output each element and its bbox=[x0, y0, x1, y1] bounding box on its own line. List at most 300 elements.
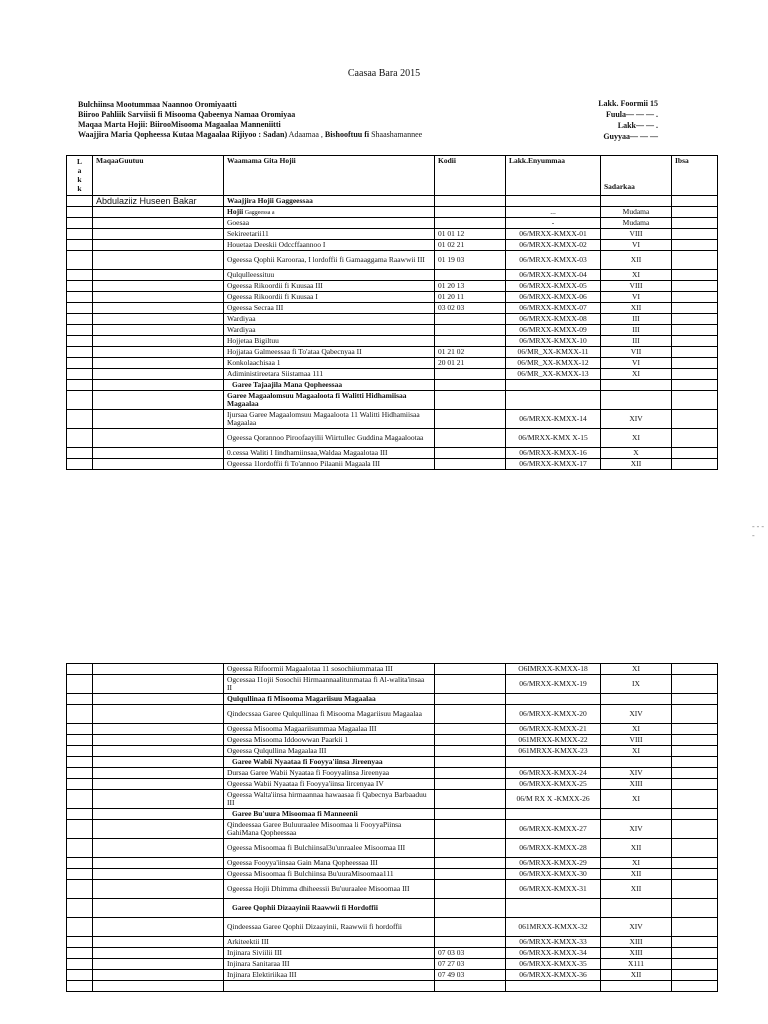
job-title-text: Houetaa Deeskii Odccffaannoo I bbox=[227, 240, 326, 249]
id-number-cell bbox=[506, 251, 601, 270]
reference-number-field: Lakk— — . bbox=[617, 121, 658, 130]
id-number-text: 06/MRXX-KMXX-02 bbox=[519, 240, 587, 249]
remark-cell bbox=[672, 270, 718, 281]
grade-text: XIV bbox=[629, 922, 643, 931]
id-number-text: 06/MRXX-KMXX-24 bbox=[519, 768, 587, 777]
row-number-cell bbox=[67, 705, 93, 724]
row-number-cell bbox=[67, 959, 93, 970]
id-number-cell bbox=[506, 839, 601, 858]
job-title-text: Ogeessa Misooma Magaariisummaa Magaalaa III bbox=[227, 724, 377, 733]
job-title-cell bbox=[224, 948, 435, 959]
id-number-cell bbox=[506, 664, 601, 675]
id-number-cell bbox=[506, 757, 601, 768]
job-title-cell bbox=[224, 970, 435, 981]
code-cell bbox=[435, 358, 506, 369]
id-number-text: 06/MR_XX-KMXX-11 bbox=[517, 347, 589, 356]
id-number-text: 061MRXX-KMXX-23 bbox=[518, 746, 588, 755]
job-title-cell bbox=[224, 694, 435, 705]
row-number-cell bbox=[67, 218, 93, 229]
grade-text: XIII bbox=[629, 948, 643, 957]
job-title-cell bbox=[224, 429, 435, 448]
id-number-cell bbox=[506, 336, 601, 347]
code-cell bbox=[435, 757, 506, 768]
table-row bbox=[67, 880, 718, 899]
code-cell bbox=[435, 768, 506, 779]
page-edge-mark: - - - - bbox=[752, 522, 764, 540]
table-row bbox=[67, 281, 718, 292]
row-number-cell bbox=[67, 664, 93, 675]
code-cell bbox=[435, 724, 506, 735]
job-title-cell bbox=[224, 314, 435, 325]
code-cell bbox=[435, 229, 506, 240]
job-title-text: Wardiyaa bbox=[227, 314, 256, 323]
grade-text: VII bbox=[630, 347, 642, 356]
table-row bbox=[67, 809, 718, 820]
id-number-cell bbox=[506, 303, 601, 314]
grade-text: IX bbox=[632, 679, 640, 688]
job-title-cell bbox=[224, 448, 435, 459]
table-row bbox=[67, 459, 718, 470]
full-name-cell bbox=[93, 899, 224, 918]
job-title-text: Ogeessa 1lordoffii fi To'annoo Pilaanii Magaala III bbox=[227, 459, 381, 468]
page-number-field: Fuula— — — . bbox=[605, 110, 658, 119]
job-title-cell bbox=[224, 675, 435, 694]
grade-cell bbox=[601, 959, 672, 970]
code-cell bbox=[435, 746, 506, 757]
grade-text: III bbox=[632, 314, 640, 323]
grade-text: Mudama bbox=[622, 207, 650, 216]
grade-cell bbox=[601, 369, 672, 380]
grade-cell bbox=[601, 292, 672, 303]
code-cell bbox=[435, 839, 506, 858]
id-number-text: 06/MRXX-KMXX-29 bbox=[519, 858, 587, 867]
grade-text: XII bbox=[630, 843, 642, 852]
job-title-text: Ogeessa Qophii Karooraa, I lordoffii fi Gamaaggama Raawwii III bbox=[227, 255, 425, 264]
remark-cell bbox=[672, 229, 718, 240]
row-number-cell bbox=[67, 809, 93, 820]
grade-text: VIII bbox=[629, 229, 643, 238]
id-number-text: 06/MRXX-KMXX-04 bbox=[519, 270, 587, 279]
grade-text: III bbox=[632, 325, 640, 334]
remark-cell bbox=[672, 899, 718, 918]
row-number-cell bbox=[67, 314, 93, 325]
row-number-cell bbox=[67, 391, 93, 410]
remark-cell bbox=[672, 839, 718, 858]
code-cell bbox=[435, 251, 506, 270]
remark-cell bbox=[672, 410, 718, 429]
row-number-cell bbox=[67, 303, 93, 314]
row-number-cell bbox=[67, 207, 93, 218]
full-name-cell bbox=[93, 664, 224, 675]
remark-cell bbox=[672, 959, 718, 970]
code-cell bbox=[435, 429, 506, 448]
row-number-cell bbox=[67, 292, 93, 303]
code-cell bbox=[435, 664, 506, 675]
row-number-cell bbox=[67, 820, 93, 839]
code-cell bbox=[435, 869, 506, 880]
grade-cell bbox=[601, 779, 672, 790]
job-title-cell bbox=[224, 705, 435, 724]
job-title-text: Injinara Sanitaraa III bbox=[227, 959, 290, 968]
full-name-cell bbox=[93, 869, 224, 880]
code-text: 01 21 02 bbox=[438, 347, 465, 356]
column-header-lakk: L a k k bbox=[67, 156, 93, 196]
job-title-text: Injinara Elektiriikaa III bbox=[227, 970, 297, 979]
code-text: 07 03 03 bbox=[438, 948, 465, 957]
table-row bbox=[67, 347, 718, 358]
remark-cell bbox=[672, 880, 718, 899]
grade-cell bbox=[601, 899, 672, 918]
date-field: Guyyaa— — — bbox=[603, 132, 658, 141]
full-name-cell bbox=[93, 809, 224, 820]
job-title-cell bbox=[224, 937, 435, 948]
table-row bbox=[67, 410, 718, 429]
header-line: Waajjira Maria Qopheessa Kutaa Magaalaa Rijiyoo : Sadan) Adaamaa , Bishooftuu fi Shaashamannee bbox=[78, 130, 423, 139]
grade-text: VI bbox=[632, 292, 640, 301]
grade-text: XII bbox=[630, 869, 642, 878]
full-name-cell bbox=[93, 358, 224, 369]
id-number-text: 06/MRXX-KMXX-34 bbox=[519, 948, 587, 957]
remark-cell bbox=[672, 858, 718, 869]
table-row bbox=[67, 358, 718, 369]
job-title-cell bbox=[224, 336, 435, 347]
full-name-cell bbox=[93, 251, 224, 270]
id-number-cell bbox=[506, 705, 601, 724]
id-number-cell bbox=[506, 380, 601, 391]
code-cell bbox=[435, 292, 506, 303]
code-cell bbox=[435, 270, 506, 281]
id-number-cell bbox=[506, 218, 601, 229]
full-name-cell bbox=[93, 918, 224, 937]
full-name-cell bbox=[93, 839, 224, 858]
grade-cell bbox=[601, 790, 672, 809]
code-cell bbox=[435, 735, 506, 746]
id-number-cell bbox=[506, 281, 601, 292]
remark-cell bbox=[672, 694, 718, 705]
job-title-text: Goesaa bbox=[227, 218, 250, 227]
job-title-cell bbox=[224, 779, 435, 790]
full-name-cell bbox=[93, 347, 224, 358]
grade-cell bbox=[601, 281, 672, 292]
remark-cell bbox=[672, 664, 718, 675]
page-title: Caasaa Bara 2015 bbox=[347, 68, 421, 79]
form-reference-header bbox=[598, 98, 658, 142]
remark-cell bbox=[672, 391, 718, 410]
grade-cell bbox=[601, 229, 672, 240]
remark-cell bbox=[672, 779, 718, 790]
id-number-text: 061MRXX-KMXX-22 bbox=[518, 735, 588, 744]
job-title-text: Ogeessa Rikoordii fi Kuusaa I bbox=[227, 292, 318, 301]
id-number-text: 06/MRXX-KMXX-21 bbox=[519, 724, 587, 733]
table-row bbox=[67, 981, 718, 992]
remark-cell bbox=[672, 218, 718, 229]
full-name-cell bbox=[93, 380, 224, 391]
id-number-cell bbox=[506, 369, 601, 380]
full-name-cell bbox=[93, 207, 224, 218]
code-cell bbox=[435, 303, 506, 314]
id-number-text: ... bbox=[550, 207, 556, 216]
grade-text: XIII bbox=[629, 779, 643, 788]
row-number-cell bbox=[67, 948, 93, 959]
grade-cell bbox=[601, 858, 672, 869]
job-title-cell bbox=[224, 735, 435, 746]
grade-text: XI bbox=[632, 270, 640, 279]
job-title-text: Ijursaa Garee Magaalomsuu Magaaloota 11 Walitti Hidhamiisaa Magaalaa bbox=[227, 410, 420, 427]
grade-text: X111 bbox=[627, 959, 645, 968]
full-name-cell bbox=[93, 757, 224, 768]
job-title-text: Ogeessa Hojii Dhimma dhiheessii Bu'uuraalee Misoomaa III bbox=[227, 884, 410, 893]
grade-cell bbox=[601, 410, 672, 429]
job-title-cell bbox=[224, 292, 435, 303]
remark-cell bbox=[672, 705, 718, 724]
job-title-text: Ogeessa Qorannoo Piroofaayilii Wiirtullec Guddina Magaalootaa bbox=[227, 433, 424, 442]
full-name-cell bbox=[93, 746, 224, 757]
table-row bbox=[67, 664, 718, 675]
full-name-cell bbox=[93, 303, 224, 314]
id-number-text: 06/MRXX-KMXX-19 bbox=[519, 679, 587, 688]
job-title-text: Garee Qophii Dizaayinii Raawwii fi Hordoffii bbox=[232, 903, 378, 912]
full-name-cell bbox=[93, 820, 224, 839]
row-number-cell bbox=[67, 694, 93, 705]
row-number-cell bbox=[67, 858, 93, 869]
code-cell bbox=[435, 820, 506, 839]
job-title-cell bbox=[224, 918, 435, 937]
id-number-cell bbox=[506, 981, 601, 992]
grade-cell bbox=[601, 459, 672, 470]
table-row bbox=[67, 207, 718, 218]
grade-cell bbox=[601, 820, 672, 839]
code-cell bbox=[435, 981, 506, 992]
remark-cell bbox=[672, 724, 718, 735]
id-number-cell bbox=[506, 880, 601, 899]
grade-text: VI bbox=[632, 358, 640, 367]
code-cell bbox=[435, 459, 506, 470]
table-row bbox=[67, 196, 718, 207]
header-line: Biiroo Pahliik Sarviisii fi Misooma Qabeenya Namaa Oromiyaa bbox=[78, 110, 296, 119]
id-number-cell bbox=[506, 410, 601, 429]
column-header-remark: Ibsa bbox=[672, 156, 718, 196]
id-number-cell bbox=[506, 746, 601, 757]
grade-cell bbox=[601, 735, 672, 746]
table-row bbox=[67, 858, 718, 869]
column-header-full-name: MaqaaGuutuu bbox=[93, 156, 224, 196]
job-title-text: Hojii bbox=[227, 206, 244, 216]
grade-cell bbox=[601, 391, 672, 410]
code-cell bbox=[435, 336, 506, 347]
row-number-cell bbox=[67, 347, 93, 358]
code-cell bbox=[435, 790, 506, 809]
row-number-cell bbox=[67, 380, 93, 391]
job-title-cell bbox=[224, 347, 435, 358]
job-title-text: Hojjataa Galmeessaa fi To'ataa Qabecnyaa II bbox=[227, 347, 362, 356]
id-number-text: O6IMRXX-KMXX-18 bbox=[518, 664, 588, 673]
id-number-text: 06/MRXX-KMXX-20 bbox=[519, 709, 587, 718]
code-cell bbox=[435, 858, 506, 869]
id-number-text: 06/MRXX-KMXX-28 bbox=[519, 843, 587, 852]
id-number-cell bbox=[506, 196, 601, 207]
full-name-cell bbox=[93, 336, 224, 347]
remark-cell bbox=[672, 820, 718, 839]
full-name-cell bbox=[93, 858, 224, 869]
table-row bbox=[67, 705, 718, 724]
id-number-text: 06/MRXX-KMXX-03 bbox=[519, 255, 587, 264]
grade-text: XI bbox=[632, 858, 640, 867]
remark-cell bbox=[672, 746, 718, 757]
job-title-cell bbox=[224, 459, 435, 470]
table-row bbox=[67, 448, 718, 459]
grade-cell bbox=[601, 325, 672, 336]
code-cell bbox=[435, 207, 506, 218]
full-name-cell bbox=[93, 705, 224, 724]
code-cell bbox=[435, 937, 506, 948]
remark-cell bbox=[672, 937, 718, 948]
code-text: 07 49 03 bbox=[438, 970, 465, 979]
grade-cell bbox=[601, 869, 672, 880]
id-number-text: 06/MRXX-KMXX-31 bbox=[519, 884, 587, 893]
remark-cell bbox=[672, 240, 718, 251]
grade-cell bbox=[601, 839, 672, 858]
full-name-cell bbox=[93, 314, 224, 325]
id-number-cell bbox=[506, 358, 601, 369]
grade-text: XI bbox=[632, 433, 640, 442]
id-number-cell bbox=[506, 820, 601, 839]
id-number-text: 06/MRXX-KMXX-27 bbox=[519, 824, 587, 833]
job-title-cell bbox=[224, 820, 435, 839]
grade-text: Mudama bbox=[622, 218, 650, 227]
grade-text: XIV bbox=[629, 414, 643, 423]
full-name-cell bbox=[93, 880, 224, 899]
grade-cell bbox=[601, 937, 672, 948]
row-number-cell bbox=[67, 675, 93, 694]
table-row bbox=[67, 779, 718, 790]
remark-cell bbox=[672, 790, 718, 809]
code-cell bbox=[435, 240, 506, 251]
grade-text: XI bbox=[632, 369, 640, 378]
code-cell bbox=[435, 970, 506, 981]
full-name-cell bbox=[93, 448, 224, 459]
grade-text: XII bbox=[630, 255, 642, 264]
id-number-cell bbox=[506, 948, 601, 959]
grade-cell bbox=[601, 358, 672, 369]
full-name-cell bbox=[93, 240, 224, 251]
grade-cell bbox=[601, 880, 672, 899]
id-number-cell bbox=[506, 229, 601, 240]
full-name-cell bbox=[93, 675, 224, 694]
job-title-text: Ogeessa Qulqullina Magaalaa III bbox=[227, 746, 327, 755]
grade-text: III bbox=[632, 336, 640, 345]
code-cell bbox=[435, 694, 506, 705]
job-title-cell bbox=[224, 303, 435, 314]
code-cell bbox=[435, 391, 506, 410]
id-number-text: 06/MR_XX-KMXX-12 bbox=[517, 358, 589, 367]
grade-text: XIV bbox=[629, 709, 643, 718]
row-number-cell bbox=[67, 369, 93, 380]
grade-cell bbox=[601, 218, 672, 229]
table-row bbox=[67, 959, 718, 970]
job-title-text: Qulqulleessituu bbox=[227, 270, 275, 279]
header-line: Maqaa Marta Hojii: BiirooMisooma Magaalaa Manneniitti bbox=[78, 120, 281, 129]
row-number-cell bbox=[67, 869, 93, 880]
job-title-cell bbox=[224, 880, 435, 899]
grade-cell bbox=[601, 757, 672, 768]
code-text: 01 19 03 bbox=[438, 255, 465, 264]
table-row bbox=[67, 380, 718, 391]
job-title-text: Garee Tajaajila Mana Qopheessaa bbox=[232, 380, 343, 389]
row-number-cell bbox=[67, 746, 93, 757]
table-row bbox=[67, 325, 718, 336]
remark-cell bbox=[672, 735, 718, 746]
full-name-cell bbox=[93, 410, 224, 429]
row-number-cell bbox=[67, 336, 93, 347]
job-title-text: Ogcessaa I1ojii Sosochii Hirmaannaalitunmataa fi Al-walita'insaa II bbox=[227, 675, 425, 692]
row-number-cell bbox=[67, 429, 93, 448]
row-number-cell bbox=[67, 779, 93, 790]
id-number-cell bbox=[506, 240, 601, 251]
id-number-cell bbox=[506, 869, 601, 880]
job-title-cell bbox=[224, 229, 435, 240]
row-number-cell bbox=[67, 251, 93, 270]
table-row bbox=[67, 270, 718, 281]
job-title-text: Ogeessa Rifoormii Magaalotaa 11 sosochiiummataa III bbox=[227, 664, 393, 673]
job-title-text: Arkiteektii III bbox=[227, 937, 269, 946]
code-cell bbox=[435, 448, 506, 459]
table-row bbox=[67, 899, 718, 918]
table-row bbox=[67, 369, 718, 380]
remark-cell bbox=[672, 429, 718, 448]
code-cell bbox=[435, 675, 506, 694]
table-row bbox=[67, 314, 718, 325]
id-number-text: 06/MRXX-KMXX-06 bbox=[519, 292, 587, 301]
code-cell bbox=[435, 380, 506, 391]
code-cell bbox=[435, 369, 506, 380]
table-row bbox=[67, 303, 718, 314]
job-title-text: Ogeessa Misooma Iddoowwan Paarkii 1 bbox=[227, 735, 349, 744]
full-name-cell bbox=[93, 292, 224, 303]
full-name-cell bbox=[93, 694, 224, 705]
code-cell bbox=[435, 325, 506, 336]
full-name-cell bbox=[93, 779, 224, 790]
grade-cell bbox=[601, 746, 672, 757]
grade-text: XII bbox=[630, 459, 642, 468]
code-cell bbox=[435, 809, 506, 820]
job-title-text: Garee Magaalomsuu Magaaloota fi Walitti Hidhamiisaa Magaalaa bbox=[227, 391, 407, 408]
job-title-text: Qindeessaa Garee Qophii Dizaayinii, Raawwii fi hordoffii bbox=[227, 922, 403, 931]
remark-cell bbox=[672, 380, 718, 391]
table-row bbox=[67, 869, 718, 880]
id-number-cell bbox=[506, 429, 601, 448]
grade-cell bbox=[601, 240, 672, 251]
full-name-cell bbox=[93, 429, 224, 448]
remark-cell bbox=[672, 948, 718, 959]
id-number-cell bbox=[506, 937, 601, 948]
remark-cell bbox=[672, 768, 718, 779]
full-name-cell bbox=[93, 981, 224, 992]
job-title-cell bbox=[224, 240, 435, 251]
remark-cell bbox=[672, 970, 718, 981]
row-number-cell bbox=[67, 240, 93, 251]
row-number-cell bbox=[67, 459, 93, 470]
row-number-cell bbox=[67, 325, 93, 336]
code-text: 01 01 12 bbox=[438, 229, 465, 238]
grade-cell bbox=[601, 768, 672, 779]
full-name-text: Abdulaziiz Huseen Bakar bbox=[96, 196, 197, 206]
full-name-cell bbox=[93, 948, 224, 959]
row-number-cell bbox=[67, 768, 93, 779]
id-number-cell bbox=[506, 347, 601, 358]
table-row bbox=[67, 724, 718, 735]
code-cell bbox=[435, 410, 506, 429]
job-title-text: Qindecssaa Garee Qulqullinaa fi Misooma Magariisuu Magaalaa bbox=[227, 709, 422, 718]
